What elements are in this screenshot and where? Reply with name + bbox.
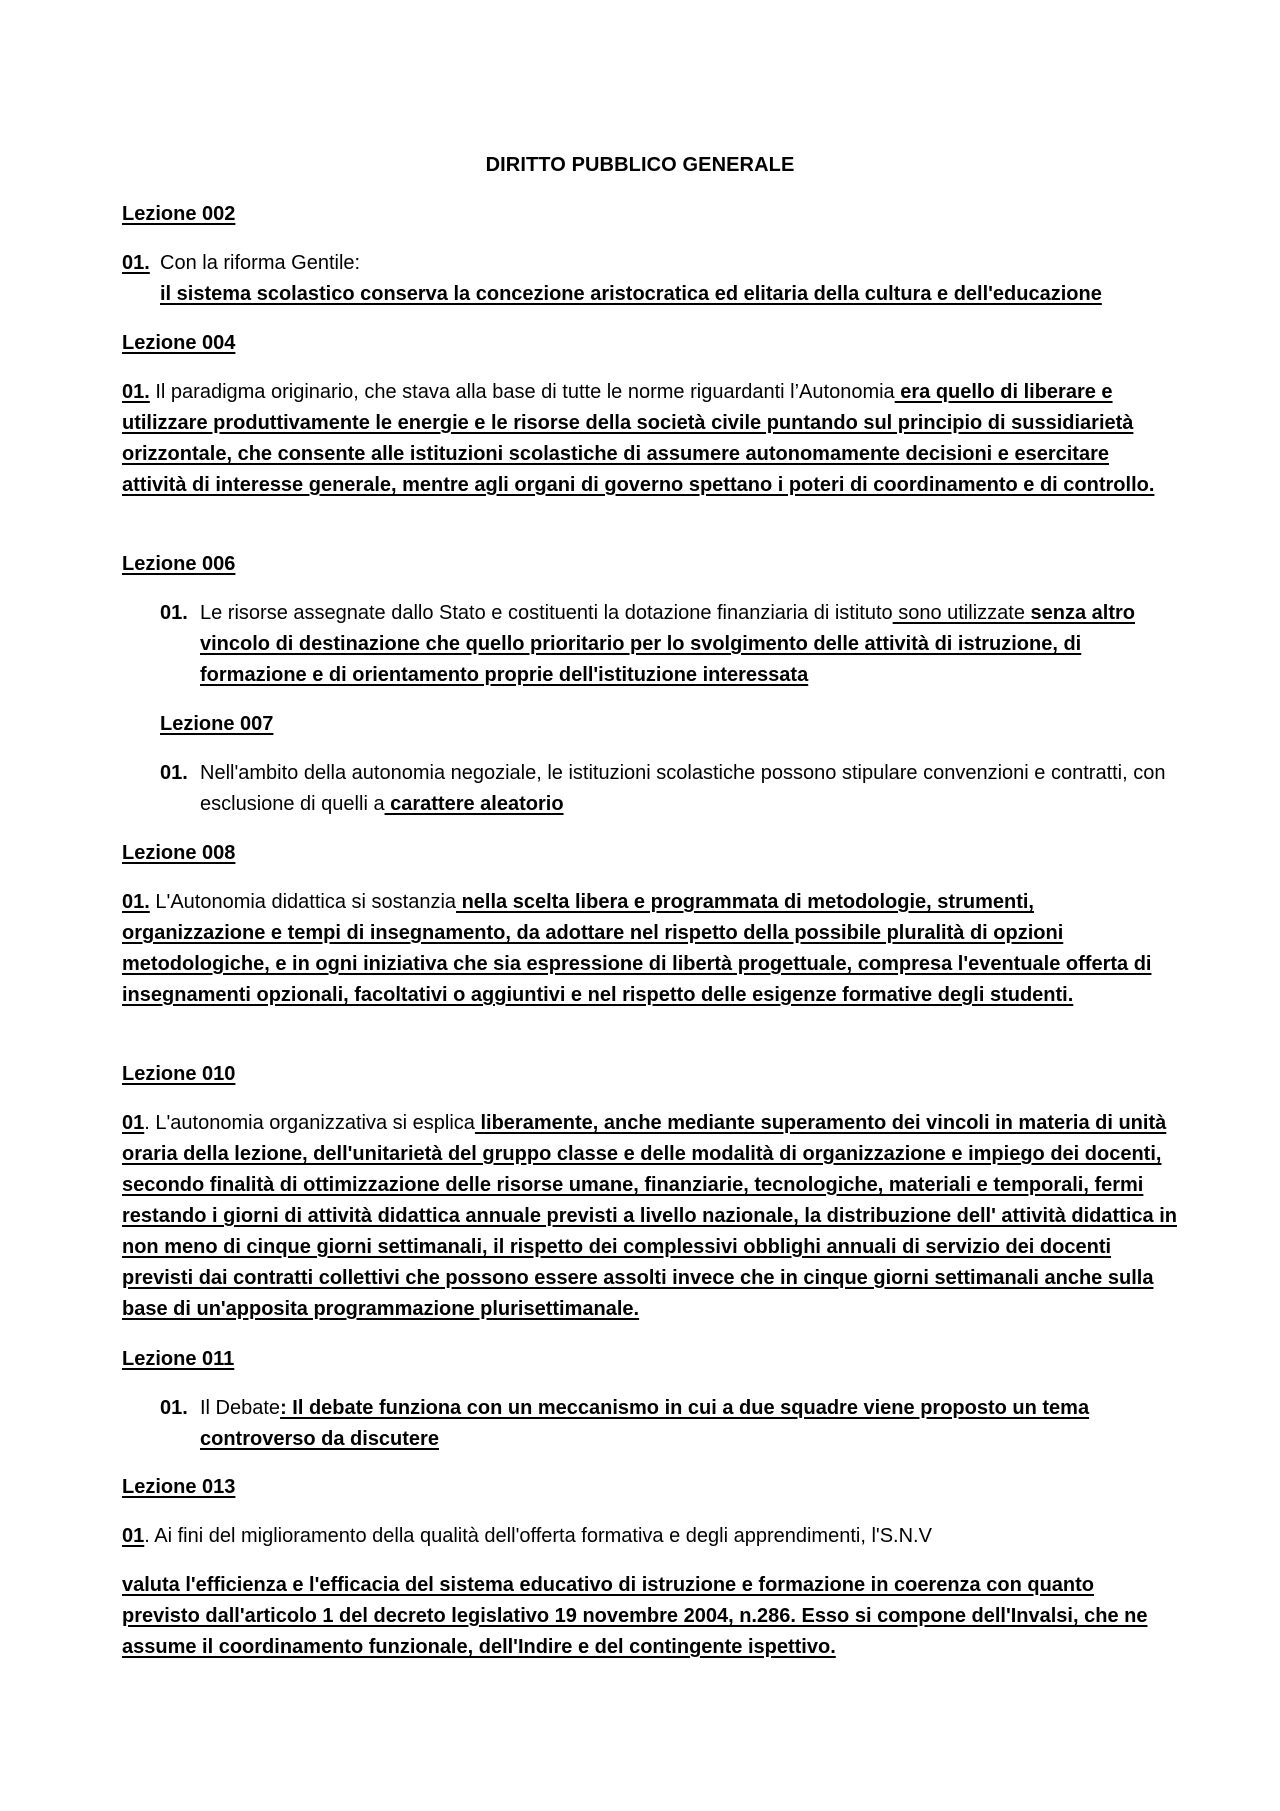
lesson-heading: Lezione 006 [122, 553, 236, 575]
answer-text: senza altro vincolo di destinazione che quello prioritario per lo svolgimento delle attività di istruzione, di formazione e di orientamento proprie dell'istituzione interessata [200, 602, 1135, 686]
item-number: 01 [122, 1525, 145, 1547]
item-number: 01. [122, 891, 150, 913]
lesson-item [122, 1108, 1177, 1325]
answer-text: il sistema scolastico conserva la concezione aristocratica ed elitaria della cultura e dell'educazione [160, 283, 1102, 305]
question-text: L'Autonomia didattica si sostanzia [155, 891, 457, 913]
answer-text: nella scelta libera e programmata di metodologie, strumenti, organizzazione e tempi di insegnamento, da adottare nel rispetto della possibile pluralità di opzioni metodologiche, e in ogni iniziativa che sia espressione di libertà progettuale, compresa l'eventuale offerta di insegnamenti opzionali, facoltativi o aggiuntivi e nel rispetto delle esigenze formative degli studenti. [122, 891, 1152, 1006]
lesson-heading: Lezione 013 [122, 1476, 236, 1498]
lesson-item [122, 1521, 1172, 1552]
answer-text: liberamente, anche mediante superamento dei vincoli in materia di unità oraria della lezione, dell'unitarietà del gruppo classe e delle modalità di organizzazione e impiego dei docenti, secondo finalità di ottimizzazione delle risorse umane, finanziarie, tecnologiche, materiali e temporali, fermi restando i giorni di attività didattica annuale previsti a livello nazionale, la distribuzione dell' attività didattica in non meno di cinque giorni settimanali, il rispetto dei complessivi obblighi annuali di servizio dei docenti previsti dai contratti collettivi che possono essere assolti invece che in cinque giorni settimanali anche sulla base di un'apposita programmazione plurisettimanale. [122, 1112, 1177, 1320]
lesson-item [122, 248, 1172, 310]
lesson-heading: Lezione 011 [122, 1348, 235, 1370]
lesson-item [160, 1393, 1170, 1457]
question-text: Nell'ambito della autonomia negoziale, le istituzioni scolastiche possono stipulare convenzioni e contratti, con esclusione di quelli a [200, 762, 1166, 815]
answer-text: era quello di liberare e utilizzare produttivamente le energie e le risorse della società civile puntando sul principio di sussidiarietà orizzontale, che consente alle istituzioni scolastiche di assumere autonomamente decisioni e esercitare attività di interesse generale, mentre agli organi di governo spettano i poteri di coordinamento e di controllo. [122, 381, 1155, 496]
lesson-heading: Lezione 010 [122, 1063, 236, 1085]
question-text: Il Debate [200, 1397, 281, 1419]
question-text-2: sono utilizzate [892, 602, 1025, 624]
answer-text: carattere aleatorio [384, 793, 564, 815]
question-text: Le risorse assegnate dallo Stato e costituenti la dotazione finanziaria di istituto [200, 602, 893, 624]
answer-text: : Il debate funziona con un meccanismo in cui a due squadre viene proposto un tema controverso da discutere [200, 1397, 1090, 1450]
document-title: DIRITTO PUBBLICO GENERALE [485, 154, 795, 176]
item-number: 01. [160, 1397, 188, 1419]
question-text: Con la riforma Gentile: [160, 252, 361, 274]
item-number: 01. [160, 602, 188, 624]
question-text: . Ai fini del miglioramento della qualità dell'offerta formativa e degli apprendimenti, l'S.N.V [144, 1525, 932, 1547]
lesson-item [160, 758, 1170, 822]
question-text: Il paradigma originario, che stava alla base di tutte le norme riguardanti l’Autonomia [155, 381, 895, 403]
item-number: 01. [122, 252, 150, 274]
item-number: 01. [160, 762, 188, 784]
lesson-heading: Lezione 007 [160, 713, 274, 735]
question-text: . L'autonomia organizzativa si esplica [144, 1112, 475, 1134]
answer-text: valuta l'efficienza e l'efficacia del sistema educativo di istruzione e formazione in coerenza con quanto previsto dall'articolo 1 del decreto legislativo 19 novembre 2004, n.286. Esso si compone dell'Invalsi, che ne assume il coordinamento funzionale, dell'Indire e del contingente ispettivo. [122, 1574, 1148, 1658]
lesson-heading: Lezione 002 [122, 203, 236, 225]
item-number: 01. [122, 381, 150, 403]
lesson-item [122, 377, 1172, 501]
item-body [200, 1393, 1170, 1455]
answer-block [122, 1570, 1177, 1663]
item-body [200, 758, 1170, 820]
item-body [200, 598, 1170, 691]
lesson-item [160, 598, 1170, 694]
item-number: 01 [122, 1112, 145, 1134]
lesson-heading: Lezione 004 [122, 332, 236, 354]
lesson-item [122, 887, 1172, 1011]
lesson-heading: Lezione 008 [122, 842, 236, 864]
